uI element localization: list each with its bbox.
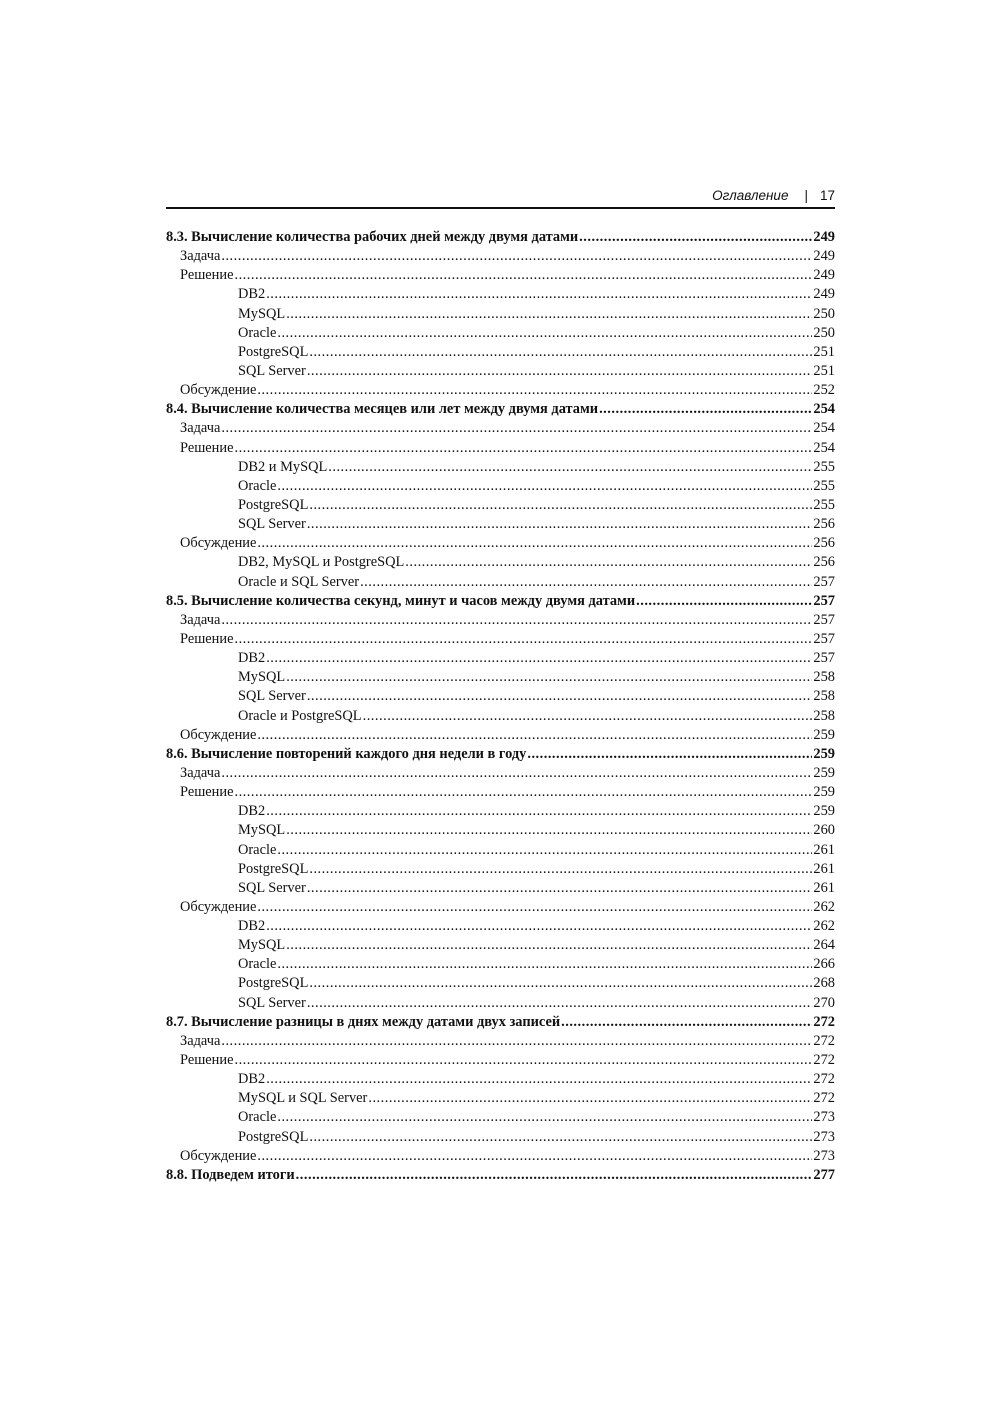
toc-entry-title: MySQL	[238, 937, 286, 954]
toc-entry-page: 255	[813, 496, 835, 513]
toc-entry-title: SQL Server	[238, 994, 306, 1011]
toc-dot-leader	[221, 247, 812, 266]
toc-entry-title: MySQL и SQL Server	[238, 1090, 368, 1107]
toc-subsection-entry	[166, 573, 835, 592]
toc-subsection-entry	[166, 649, 835, 668]
toc-section-entry	[166, 439, 835, 458]
toc-section-entry	[166, 534, 835, 553]
toc-entry-page: 254	[813, 439, 835, 456]
toc-dot-leader	[221, 1032, 812, 1051]
toc-dot-leader	[309, 974, 812, 993]
toc-entry-title: 8.4. Вычисление количества месяцев или лет между двумя датами	[166, 401, 599, 418]
toc-section-entry	[166, 630, 835, 649]
toc-entry-page: 256	[813, 554, 835, 571]
toc-entry-title: DB2	[238, 1071, 266, 1088]
toc-dot-leader	[309, 496, 812, 515]
toc-section-entry	[166, 266, 835, 285]
toc-dot-leader	[636, 592, 812, 611]
toc-dot-leader	[307, 687, 813, 706]
toc-subsection-entry	[166, 305, 835, 324]
toc-section-entry	[166, 419, 835, 438]
toc-entry-title: Oracle	[238, 956, 277, 973]
toc-entry-page: 277	[813, 1166, 835, 1183]
toc-entry-page: 249	[813, 267, 835, 284]
toc-dot-leader	[266, 1070, 812, 1089]
toc-subsection-entry	[166, 802, 835, 821]
toc-entry-title: Задача	[180, 248, 221, 265]
toc-entry-page: 252	[813, 382, 835, 399]
toc-entry-page: 272	[813, 1090, 835, 1107]
toc-entry-title: SQL Server	[238, 516, 306, 533]
toc-entry-page: 261	[813, 879, 835, 896]
toc-entry-page: 257	[813, 650, 835, 667]
toc-entry-page: 260	[813, 822, 835, 839]
toc-entry-page: 256	[813, 516, 835, 533]
toc-dot-leader	[286, 305, 812, 324]
toc-dot-leader	[221, 419, 812, 438]
toc-dot-leader	[307, 515, 813, 534]
toc-entry-page: 268	[813, 975, 835, 992]
toc-subsection-entry	[166, 707, 835, 726]
toc-chapter-entry	[166, 1013, 835, 1032]
toc-entry-title: 8.8. Подведем итоги	[166, 1166, 295, 1183]
toc-entry-page: 251	[813, 362, 835, 379]
toc-entry-title: Задача	[180, 611, 221, 628]
toc-entry-title: DB2	[238, 650, 266, 667]
toc-dot-leader	[579, 228, 812, 247]
toc-subsection-entry	[166, 285, 835, 304]
toc-dot-leader	[266, 917, 812, 936]
toc-entry-page: 255	[813, 477, 835, 494]
toc-subsection-entry	[166, 477, 835, 496]
toc-dot-leader	[277, 1108, 812, 1127]
toc-entry-title: PostgreSQL	[238, 343, 309, 360]
toc-entry-page: 261	[813, 841, 835, 858]
toc-subsection-entry	[166, 955, 835, 974]
toc-entry-page: 264	[813, 937, 835, 954]
toc-dot-leader	[307, 362, 813, 381]
toc-entry-title: Oracle	[238, 324, 277, 341]
toc-entry-title: MySQL	[238, 822, 286, 839]
toc-entry-title: DB2	[238, 918, 266, 935]
toc-subsection-entry	[166, 324, 835, 343]
toc-chapter-entry	[166, 1166, 835, 1185]
toc-entry-title: 8.6. Вычисление повторений каждого дня недели в году	[166, 745, 527, 762]
toc-entry-title: Обсуждение	[180, 898, 257, 915]
toc-entry-title: PostgreSQL	[238, 1128, 309, 1145]
toc-entry-page: 257	[813, 630, 835, 647]
toc-entry-page: 262	[813, 898, 835, 915]
toc-dot-leader	[309, 343, 812, 362]
toc-section-entry	[166, 1147, 835, 1166]
toc-entry-page: 249	[813, 286, 835, 303]
toc-entry-page: 273	[813, 1128, 835, 1145]
toc-chapter-entry	[166, 745, 835, 764]
toc-entry-title: PostgreSQL	[238, 860, 309, 877]
toc-entry-page: 272	[813, 1071, 835, 1088]
toc-entry-page: 262	[813, 918, 835, 935]
toc-dot-leader	[257, 726, 812, 745]
toc-entry-title: MySQL	[238, 305, 286, 322]
toc-dot-leader	[266, 649, 812, 668]
toc-section-entry	[166, 783, 835, 802]
toc-entry-title: Решение	[180, 630, 234, 647]
toc-entry-page: 266	[813, 956, 835, 973]
toc-entry-page: 254	[813, 401, 835, 418]
toc-subsection-entry	[166, 841, 835, 860]
toc-entry-page: 258	[813, 707, 835, 724]
toc-dot-leader	[328, 458, 812, 477]
toc-dot-leader	[307, 994, 813, 1013]
toc-dot-leader	[363, 707, 813, 726]
toc-entry-page: 259	[813, 803, 835, 820]
toc-entry-title: DB2, MySQL и PostgreSQL	[238, 554, 405, 571]
toc-dot-leader	[599, 400, 812, 419]
toc-entry-page: 259	[813, 745, 835, 762]
toc-entry-title: Oracle	[238, 841, 277, 858]
toc-section-entry	[166, 764, 835, 783]
toc-entry-title: Обсуждение	[180, 1147, 257, 1164]
toc-dot-leader	[221, 764, 812, 783]
toc-entry-title: MySQL	[238, 669, 286, 686]
toc-entry-page: 249	[813, 229, 835, 245]
toc-dot-leader	[257, 898, 812, 917]
toc-entry-page: 261	[813, 860, 835, 877]
toc-entry-page: 258	[813, 669, 835, 686]
toc-entry-title: Oracle	[238, 1109, 277, 1126]
toc-entry-page: 272	[813, 1052, 835, 1069]
toc-dot-leader	[360, 573, 812, 592]
toc-entry-title: Oracle и SQL Server	[238, 573, 360, 590]
toc-subsection-entry	[166, 917, 835, 936]
toc-entry-page: 273	[813, 1147, 835, 1164]
toc-dot-leader	[234, 266, 812, 285]
toc-entry-page: 254	[813, 420, 835, 437]
toc-entry-title: Решение	[180, 439, 234, 456]
toc-subsection-entry	[166, 1070, 835, 1089]
toc-entry-title: Задача	[180, 764, 221, 781]
header-rule	[166, 207, 835, 209]
toc-entry-title: SQL Server	[238, 688, 306, 705]
toc-entry-title: 8.7. Вычисление разницы в днях между датами двух записей	[166, 1013, 561, 1030]
toc-entry-title: PostgreSQL	[238, 496, 309, 513]
toc-dot-leader	[307, 879, 813, 898]
toc-dot-leader	[257, 381, 812, 400]
toc-section-entry	[166, 1032, 835, 1051]
toc-entry-title: Задача	[180, 1032, 221, 1049]
toc-entry-page: 257	[813, 573, 835, 590]
toc-subsection-entry	[166, 496, 835, 515]
toc-subsection-entry	[166, 1089, 835, 1108]
toc-dot-leader	[257, 534, 812, 553]
toc-subsection-entry	[166, 860, 835, 879]
toc-entry-page: 259	[813, 764, 835, 781]
toc-entry-title: 8.5. Вычисление количества секунд, минут и часов между двумя датами	[166, 592, 636, 609]
toc-dot-leader	[296, 1166, 813, 1185]
toc-dot-leader	[309, 860, 812, 879]
toc-dot-leader	[309, 1128, 812, 1147]
toc-entry-title: Обсуждение	[180, 726, 257, 743]
toc-section-entry	[166, 726, 835, 745]
toc-subsection-entry	[166, 362, 835, 381]
toc-entry-title: Задача	[180, 420, 221, 437]
toc-subsection-entry	[166, 515, 835, 534]
toc-entry-page: 270	[813, 994, 835, 1011]
toc-entry-page: 258	[813, 688, 835, 705]
toc-entry-title: PostgreSQL	[238, 975, 309, 992]
toc-subsection-entry	[166, 936, 835, 955]
toc-subsection-entry	[166, 821, 835, 840]
toc-section-entry	[166, 898, 835, 917]
toc-section-entry	[166, 247, 835, 266]
toc-entry-title: Решение	[180, 1052, 234, 1069]
toc-entry-page: 250	[813, 305, 835, 322]
toc-subsection-entry	[166, 668, 835, 687]
toc-subsection-entry	[166, 879, 835, 898]
toc-subsection-entry	[166, 1108, 835, 1127]
toc-dot-leader	[234, 439, 812, 458]
toc-entry-page: 272	[813, 1032, 835, 1049]
toc-section-entry	[166, 1051, 835, 1070]
toc-dot-leader	[277, 477, 812, 496]
toc-dot-leader	[234, 1051, 812, 1070]
toc-entry-page: 255	[813, 458, 835, 475]
toc-section-entry	[166, 381, 835, 400]
toc-subsection-entry	[166, 553, 835, 572]
toc-entry-title: Решение	[180, 267, 234, 284]
toc-entry-page: 257	[813, 611, 835, 628]
toc-entry-title: DB2	[238, 803, 266, 820]
toc-entry-title: DB2	[238, 286, 266, 303]
toc-dot-leader	[277, 841, 812, 860]
toc-entry-page: 257	[813, 592, 835, 609]
toc-entry-page: 256	[813, 535, 835, 552]
toc-entry-title: SQL Server	[238, 879, 306, 896]
toc-subsection-entry	[166, 994, 835, 1013]
toc-dot-leader	[234, 630, 812, 649]
toc-entry-title: 8.3. Вычисление количества рабочих дней между двумя датами	[166, 229, 579, 245]
toc-subsection-entry	[166, 343, 835, 362]
toc-dot-leader	[405, 553, 812, 572]
toc-entry-title: Oracle	[238, 477, 277, 494]
toc-dot-leader	[221, 611, 812, 630]
toc-entry-page: 249	[813, 248, 835, 265]
toc-entry-page: 250	[813, 324, 835, 341]
toc-dot-leader	[368, 1089, 812, 1108]
toc-subsection-entry	[166, 458, 835, 477]
toc-dot-leader	[561, 1013, 812, 1032]
toc-subsection-entry	[166, 1128, 835, 1147]
toc-subsection-entry	[166, 974, 835, 993]
toc-entry-title: Решение	[180, 784, 234, 801]
header-section-title: Оглавление	[712, 188, 789, 203]
toc-dot-leader	[266, 802, 812, 821]
toc-chapter-entry	[166, 592, 835, 611]
toc-entry-page: 259	[813, 784, 835, 801]
toc-dot-leader	[286, 668, 812, 687]
toc-dot-leader	[234, 783, 812, 802]
toc-chapter-entry	[166, 400, 835, 419]
page-header	[166, 186, 835, 206]
header-separator: |	[804, 188, 808, 203]
toc-entry-title: Обсуждение	[180, 382, 257, 399]
toc-dot-leader	[277, 955, 812, 974]
toc-dot-leader	[277, 324, 812, 343]
toc-entry-title: SQL Server	[238, 362, 306, 379]
toc-dot-leader	[286, 936, 812, 955]
toc-dot-leader	[286, 821, 812, 840]
toc-dot-leader	[257, 1147, 812, 1166]
toc-entry-page: 272	[813, 1013, 835, 1030]
header-page-number: 17	[819, 188, 835, 203]
toc-section-entry	[166, 611, 835, 630]
toc-dot-leader	[527, 745, 812, 764]
toc-entry-title: Обсуждение	[180, 535, 257, 552]
toc-dot-leader	[266, 285, 812, 304]
table-of-contents	[166, 228, 835, 1185]
toc-entry-page: 273	[813, 1109, 835, 1126]
toc-entry-title: Oracle и PostgreSQL	[238, 707, 362, 724]
toc-entry-page: 259	[813, 726, 835, 743]
toc-entry-page: 251	[813, 343, 835, 360]
toc-subsection-entry	[166, 687, 835, 706]
toc-entry-title: DB2 и MySQL	[238, 458, 328, 475]
toc-chapter-entry	[166, 228, 835, 247]
